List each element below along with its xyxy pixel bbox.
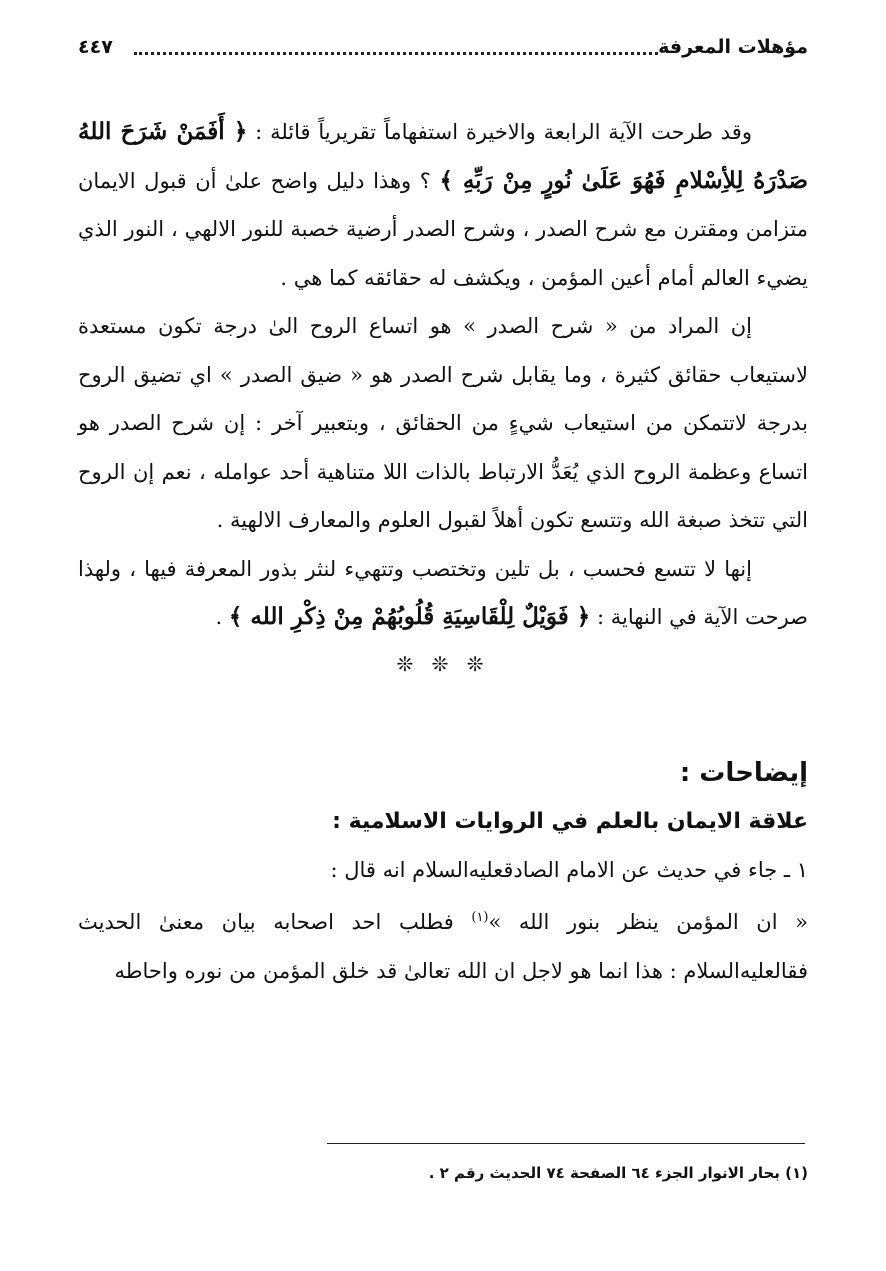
- paragraph-3: [78, 545, 808, 642]
- book-title: مؤهلات المعرفة: [658, 36, 808, 58]
- page-number: ٤٤٧: [78, 36, 113, 58]
- hadith-paragraph: [78, 894, 808, 995]
- paragraph-3-intro: إنها لا تتسع فحسب ، بل تلين وتختصب وتتهيء لنثر بذور المعرفة فيها ، ولهذا صرحت الآية في النهاية :: [78, 556, 808, 629]
- hadith-quote: « ان المؤمن ينظر بنور الله »: [488, 910, 808, 934]
- header-dotted-leader: [134, 52, 658, 55]
- footnote-divider: [327, 1143, 805, 1144]
- quran-verse-1: ﴿ أَفَمَنْ شَرَحَ اللهُ صَدْرَهُ لِلأِسْلامِ فَهُوَ عَلَىٰ نُورٍ مِنْ رَبِّهِ ﴾: [78, 118, 808, 194]
- running-header: [78, 30, 808, 66]
- section-subheading: علاقة الايمان بالعلم في الروايات الاسلامية :: [332, 808, 808, 834]
- section-ornament: ❊ ❊ ❊: [396, 651, 490, 676]
- paragraph-2: إن المراد من « شرح الصدر » هو اتساع الروح الىٰ درجة تكون مستعدة لاستيعاب حقائق كثيرة ، وما يقابل شرح الصدر هو « ضيق الصدر » اي تضيق الروح بدرجة لاتتمكن من استيعاب شيءٍ من الحقائق ، وبتعبير آخر : إن شرح الصدر هو اتساع وعظمة الروح الذي يُعَدُّ الارتباط بالذات اللا متناهية أحد عوامله ، نعم إن الروح التي تتخذ صبغة الله وتتسع تكون أهلاً لقبول العلوم والمعارف الالهية .: [78, 314, 808, 532]
- hadith-intro: ١ ـ جاء في حديث عن الامام الصادقعليه‌السلام انه قال :: [330, 857, 808, 882]
- section-heading: إيضاحات :: [679, 757, 808, 788]
- footnote: (١) بحار الانوار الجزء ٦٤ الصفحة ٧٤ الحديث رقم ٢ .: [428, 1164, 808, 1182]
- paragraph-1-intro: وقد طرحت الآية الرابعة والاخيرة استفهاماً تقريرياً قائلة :: [255, 120, 752, 144]
- main-text: [78, 108, 808, 995]
- paragraph-1: [78, 108, 808, 302]
- hadith-explanation: فطلب احد اصحابه بيان معنىٰ الحديث فقالعليه‌السلام : هذا انما هو لاجل ان الله تعالىٰ قد خلق المؤمن من نوره واحاطه: [78, 910, 808, 983]
- footnote-reference: (١): [471, 910, 489, 925]
- paragraph-3-end: .: [215, 605, 223, 629]
- paragraph-1-body: ؟ وهذا دليل واضح علىٰ أن قبول الايمان متزامن ومقترن مع شرح الصدر ، وشرح الصدر أرضية خصبة للنور الالهي ، النور الذي يضيء العالم أمام أعين المؤمن ، ويكشف له حقائقه كما هي .: [78, 168, 808, 290]
- quran-verse-2: ﴿ فَوَيْلٌ لِلْقَاسِيَةِ قُلُوبُهُمْ مِنْ ذِكْرِ الله ﴾: [228, 603, 591, 630]
